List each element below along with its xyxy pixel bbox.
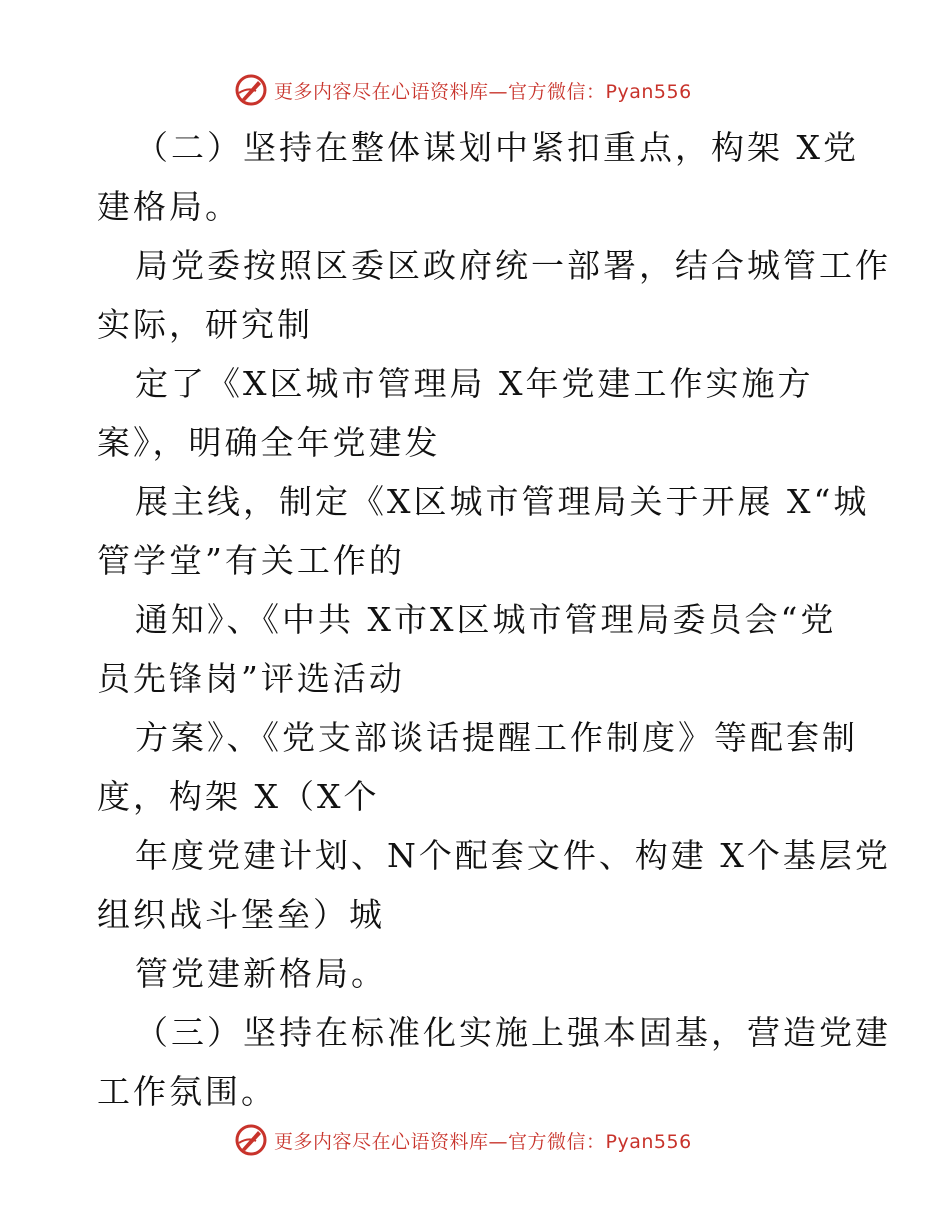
banner-title: 更多内容尽在心语资料库 bbox=[274, 80, 489, 103]
banner-label: 官方微信： bbox=[508, 80, 606, 103]
text-line: 实际，研究制 bbox=[97, 305, 313, 344]
paragraph bbox=[97, 118, 891, 1121]
header-banner bbox=[234, 72, 714, 108]
banner-dash: — bbox=[488, 1130, 509, 1153]
text-line: （三）坚持在标准化实施上强本固基，营造党建 bbox=[135, 1013, 891, 1052]
document-body bbox=[97, 118, 891, 1121]
text-line: 方案》、《党支部谈话提醒工作制度》等配套制 bbox=[135, 718, 858, 757]
footer-banner bbox=[234, 1122, 714, 1158]
text-line: 组织战斗堡垒）城 bbox=[97, 895, 385, 934]
banner-title: 更多内容尽在心语资料库 bbox=[274, 1130, 489, 1153]
banner-label: 官方微信： bbox=[508, 1130, 606, 1153]
text-line: 管学堂”有关工作的 bbox=[97, 541, 405, 580]
text-line: 案》，明确全年党建发 bbox=[97, 423, 441, 462]
banner-dash: — bbox=[488, 80, 509, 103]
red-quill-circle-icon bbox=[234, 1123, 268, 1157]
text-line: 工作氛围。 bbox=[97, 1072, 277, 1111]
text-line: 度，构架 X（X个 bbox=[97, 777, 380, 816]
text-line: 员先锋岗”评选活动 bbox=[97, 659, 405, 698]
text-line: 定了《X区城市管理局 X年党建工作实施方 bbox=[135, 364, 814, 403]
text-line: （二）坚持在整体谋划中紧扣重点，构架 X党 bbox=[135, 128, 859, 167]
banner-text bbox=[274, 1127, 692, 1154]
text-line: 年度党建计划、N个配套文件、构建 X个基层党 bbox=[135, 836, 891, 875]
text-line: 建格局。 bbox=[97, 187, 241, 226]
banner-text bbox=[274, 77, 692, 104]
banner-wechat-id: Pyan556 bbox=[605, 1130, 692, 1153]
text-line: 展主线，制定《X区城市管理局关于开展 X“城 bbox=[135, 482, 870, 521]
banner-wechat-id: Pyan556 bbox=[605, 80, 692, 103]
text-line: 局党委按照区委区政府统一部署，结合城管工作 bbox=[135, 246, 891, 285]
red-quill-circle-icon bbox=[234, 73, 268, 107]
text-line: 管党建新格局。 bbox=[135, 954, 387, 993]
text-line: 通知》、《中共 X市X区城市管理局委员会“党 bbox=[135, 600, 837, 639]
